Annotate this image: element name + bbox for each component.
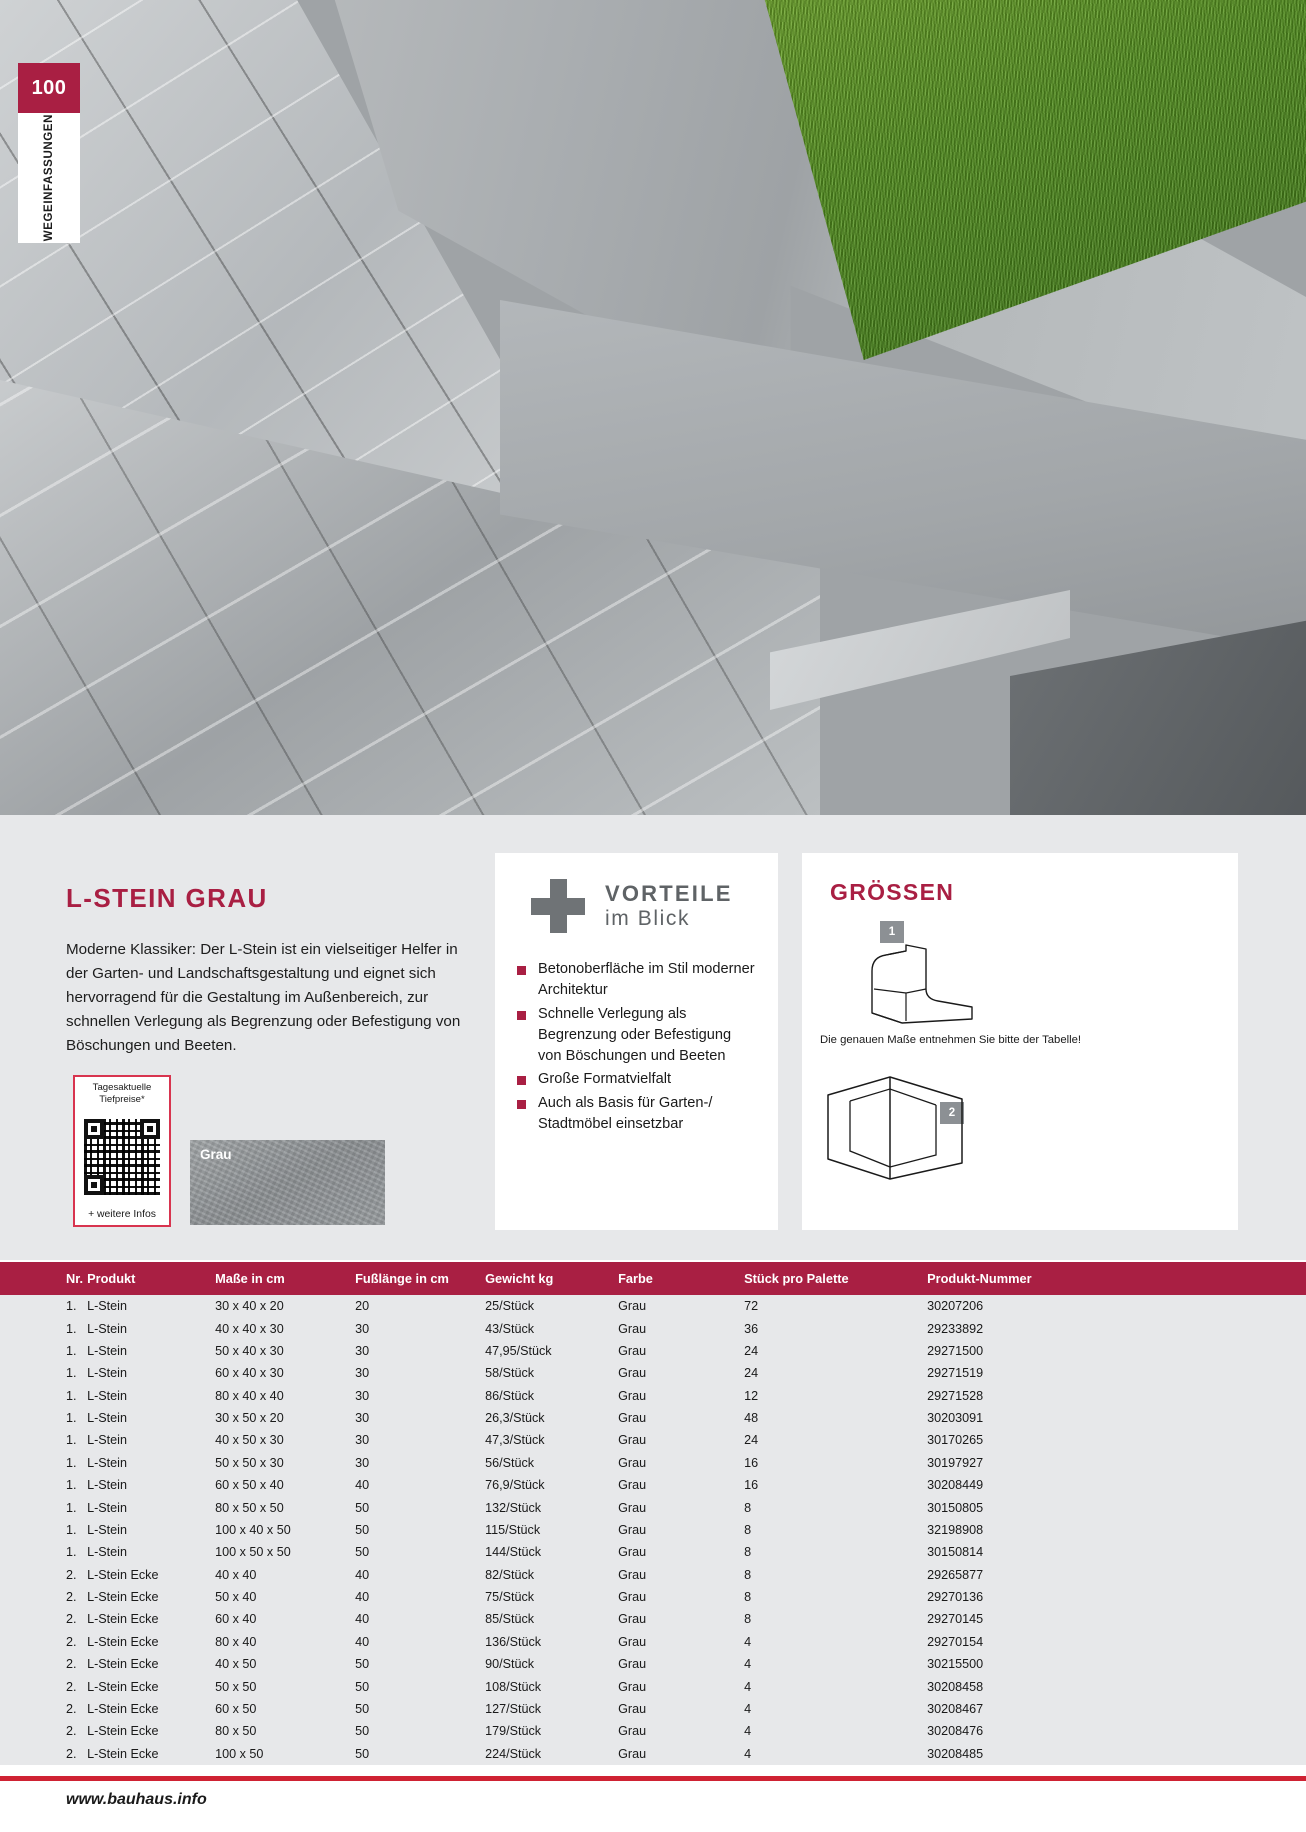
benefits-title-line1: VORTEILE bbox=[605, 880, 733, 906]
size-badge-2: 2 bbox=[940, 1102, 964, 1124]
page-number: 100 bbox=[31, 76, 67, 99]
list-item: Große Formatvielfalt bbox=[517, 1069, 756, 1090]
sizes-panel bbox=[802, 853, 1238, 1230]
cell-nummer: 30197927 bbox=[927, 1452, 1306, 1474]
table-row bbox=[0, 1653, 1306, 1675]
col-header-produkt-nummer: Produkt-Nummer bbox=[927, 1262, 1306, 1295]
benefits-title-block bbox=[605, 882, 733, 930]
cell-gewicht: 108/Stück bbox=[485, 1675, 618, 1697]
cell-fusslaenge: 40 bbox=[355, 1474, 485, 1496]
cell-gewicht: 43/Stück bbox=[485, 1317, 618, 1339]
cell-nr: 2. bbox=[0, 1631, 87, 1653]
cell-stueck: 72 bbox=[744, 1295, 927, 1317]
cell-farbe: Grau bbox=[618, 1474, 744, 1496]
cell-stueck: 8 bbox=[744, 1496, 927, 1518]
cell-produkt: L-Stein bbox=[87, 1340, 215, 1362]
sizes-note: Die genauen Maße entnehmen Sie bitte der Tabelle! bbox=[820, 1034, 1082, 1046]
cell-nummer: 30170265 bbox=[927, 1429, 1306, 1451]
cell-masse: 50 x 40 x 30 bbox=[215, 1340, 355, 1362]
table-row bbox=[0, 1743, 1306, 1765]
cell-nummer: 29270154 bbox=[927, 1631, 1306, 1653]
dark-paving-strip bbox=[1010, 620, 1306, 815]
cell-farbe: Grau bbox=[618, 1653, 744, 1675]
col-header-gewicht: Gewicht kg bbox=[485, 1262, 618, 1295]
cell-masse: 80 x 40 bbox=[215, 1631, 355, 1653]
cell-fusslaenge: 40 bbox=[355, 1564, 485, 1586]
cell-masse: 100 x 50 bbox=[215, 1743, 355, 1765]
table-row bbox=[0, 1608, 1306, 1630]
cell-fusslaenge: 30 bbox=[355, 1429, 485, 1451]
cell-nr: 1. bbox=[0, 1429, 87, 1451]
cell-gewicht: 86/Stück bbox=[485, 1385, 618, 1407]
cell-nummer: 30150805 bbox=[927, 1496, 1306, 1518]
table-row bbox=[0, 1474, 1306, 1496]
table-row bbox=[0, 1452, 1306, 1474]
cell-fusslaenge: 50 bbox=[355, 1675, 485, 1697]
cell-farbe: Grau bbox=[618, 1608, 744, 1630]
cell-fusslaenge: 50 bbox=[355, 1743, 485, 1765]
cell-masse: 50 x 40 bbox=[215, 1586, 355, 1608]
cell-gewicht: 47,95/Stück bbox=[485, 1340, 618, 1362]
cell-fusslaenge: 30 bbox=[355, 1385, 485, 1407]
table-body bbox=[0, 1295, 1306, 1765]
cell-farbe: Grau bbox=[618, 1452, 744, 1474]
color-swatch-label: Grau bbox=[200, 1147, 232, 1162]
cell-stueck: 4 bbox=[744, 1653, 927, 1675]
cell-gewicht: 136/Stück bbox=[485, 1631, 618, 1653]
cell-nr: 1. bbox=[0, 1452, 87, 1474]
cell-nummer: 30208467 bbox=[927, 1698, 1306, 1720]
cell-fusslaenge: 30 bbox=[355, 1362, 485, 1384]
cell-farbe: Grau bbox=[618, 1340, 744, 1362]
cell-masse: 30 x 50 x 20 bbox=[215, 1407, 355, 1429]
cell-farbe: Grau bbox=[618, 1698, 744, 1720]
cell-produkt: L-Stein bbox=[87, 1429, 215, 1451]
cell-nummer: 29270145 bbox=[927, 1608, 1306, 1630]
cell-produkt: L-Stein bbox=[87, 1407, 215, 1429]
table-row bbox=[0, 1541, 1306, 1563]
cell-fusslaenge: 50 bbox=[355, 1496, 485, 1518]
table-row bbox=[0, 1295, 1306, 1317]
cell-gewicht: 127/Stück bbox=[485, 1698, 618, 1720]
list-item: Betonoberfläche im Stil moderner Architektur bbox=[517, 959, 756, 1002]
cell-fusslaenge: 50 bbox=[355, 1519, 485, 1541]
cell-masse: 60 x 40 x 30 bbox=[215, 1362, 355, 1384]
table-row bbox=[0, 1675, 1306, 1697]
cell-masse: 80 x 50 bbox=[215, 1720, 355, 1742]
cell-nummer: 29271500 bbox=[927, 1340, 1306, 1362]
cell-nr: 2. bbox=[0, 1564, 87, 1586]
cell-produkt: L-Stein Ecke bbox=[87, 1564, 215, 1586]
cell-nr: 1. bbox=[0, 1541, 87, 1563]
qr-code-icon[interactable] bbox=[84, 1119, 160, 1195]
cell-fusslaenge: 20 bbox=[355, 1295, 485, 1317]
section-tab bbox=[18, 113, 80, 243]
cell-produkt: L-Stein Ecke bbox=[87, 1586, 215, 1608]
cell-produkt: L-Stein Ecke bbox=[87, 1608, 215, 1630]
col-header-fusslaenge: Fußlänge in cm bbox=[355, 1262, 485, 1295]
cell-nummer: 30208449 bbox=[927, 1474, 1306, 1496]
cell-fusslaenge: 30 bbox=[355, 1317, 485, 1339]
cell-produkt: L-Stein bbox=[87, 1295, 215, 1317]
cell-stueck: 4 bbox=[744, 1675, 927, 1697]
size-badge-1: 1 bbox=[880, 921, 904, 943]
cell-nummer: 30215500 bbox=[927, 1653, 1306, 1675]
cell-farbe: Grau bbox=[618, 1564, 744, 1586]
cell-nr: 1. bbox=[0, 1317, 87, 1339]
cell-fusslaenge: 30 bbox=[355, 1452, 485, 1474]
cell-fusslaenge: 50 bbox=[355, 1720, 485, 1742]
cell-masse: 40 x 40 x 30 bbox=[215, 1317, 355, 1339]
cell-gewicht: 76,9/Stück bbox=[485, 1474, 618, 1496]
cell-stueck: 4 bbox=[744, 1720, 927, 1742]
sizes-title: GRÖSSEN bbox=[830, 879, 955, 905]
table-row bbox=[0, 1340, 1306, 1362]
cell-fusslaenge: 50 bbox=[355, 1653, 485, 1675]
table-header-row bbox=[0, 1262, 1306, 1295]
cell-farbe: Grau bbox=[618, 1519, 744, 1541]
cell-stueck: 8 bbox=[744, 1608, 927, 1630]
specification-table bbox=[0, 1262, 1306, 1765]
plus-icon bbox=[531, 879, 585, 933]
cell-farbe: Grau bbox=[618, 1631, 744, 1653]
qr-finder-bottom-left bbox=[84, 1175, 104, 1195]
cell-stueck: 36 bbox=[744, 1317, 927, 1339]
cell-masse: 100 x 40 x 50 bbox=[215, 1519, 355, 1541]
cell-nummer: 29271519 bbox=[927, 1362, 1306, 1384]
col-header-nr: Nr. bbox=[0, 1262, 87, 1295]
cell-gewicht: 132/Stück bbox=[485, 1496, 618, 1518]
qr-footer-label: + weitere Infos bbox=[88, 1209, 156, 1220]
cell-gewicht: 90/Stück bbox=[485, 1653, 618, 1675]
table-row bbox=[0, 1720, 1306, 1742]
cell-nr: 2. bbox=[0, 1653, 87, 1675]
cell-nummer: 32198908 bbox=[927, 1519, 1306, 1541]
cell-masse: 80 x 40 x 40 bbox=[215, 1385, 355, 1407]
cell-masse: 30 x 40 x 20 bbox=[215, 1295, 355, 1317]
qr-caption-line2: Tiefpreise* bbox=[99, 1093, 145, 1105]
benefits-panel bbox=[495, 853, 778, 1230]
cell-nummer: 30207206 bbox=[927, 1295, 1306, 1317]
cell-masse: 60 x 50 bbox=[215, 1698, 355, 1720]
cell-stueck: 16 bbox=[744, 1474, 927, 1496]
cell-masse: 50 x 50 bbox=[215, 1675, 355, 1697]
cell-produkt: L-Stein Ecke bbox=[87, 1653, 215, 1675]
qr-finder-top-right bbox=[140, 1119, 160, 1139]
cell-masse: 80 x 50 x 50 bbox=[215, 1496, 355, 1518]
product-info-column bbox=[66, 883, 466, 1058]
cell-produkt: L-Stein Ecke bbox=[87, 1720, 215, 1742]
qr-caption-line1: Tagesaktuelle bbox=[92, 1082, 152, 1093]
cell-nr: 2. bbox=[0, 1720, 87, 1742]
col-header-produkt: Produkt bbox=[87, 1262, 215, 1295]
cell-stueck: 8 bbox=[744, 1541, 927, 1563]
benefits-title-line2: im Blick bbox=[605, 906, 691, 930]
cell-farbe: Grau bbox=[618, 1720, 744, 1742]
cell-gewicht: 25/Stück bbox=[485, 1295, 618, 1317]
cell-fusslaenge: 40 bbox=[355, 1631, 485, 1653]
cell-stueck: 8 bbox=[744, 1564, 927, 1586]
cell-gewicht: 26,3/Stück bbox=[485, 1407, 618, 1429]
cell-nummer: 30208476 bbox=[927, 1720, 1306, 1742]
cell-farbe: Grau bbox=[618, 1586, 744, 1608]
table-row bbox=[0, 1429, 1306, 1451]
cell-fusslaenge: 40 bbox=[355, 1586, 485, 1608]
page-title: L-STEIN GRAU bbox=[66, 883, 268, 913]
cell-produkt: L-Stein bbox=[87, 1474, 215, 1496]
cell-nummer: 30208458 bbox=[927, 1675, 1306, 1697]
cell-nr: 1. bbox=[0, 1295, 87, 1317]
cell-stueck: 48 bbox=[744, 1407, 927, 1429]
cell-nummer: 30150814 bbox=[927, 1541, 1306, 1563]
benefits-list bbox=[517, 959, 756, 1135]
cell-fusslaenge: 40 bbox=[355, 1608, 485, 1630]
cell-produkt: L-Stein Ecke bbox=[87, 1675, 215, 1697]
cell-nr: 2. bbox=[0, 1675, 87, 1697]
table-row bbox=[0, 1519, 1306, 1541]
cell-produkt: L-Stein bbox=[87, 1362, 215, 1384]
cell-gewicht: 75/Stück bbox=[485, 1586, 618, 1608]
cell-nr: 2. bbox=[0, 1586, 87, 1608]
cell-gewicht: 58/Stück bbox=[485, 1362, 618, 1384]
cell-nr: 1. bbox=[0, 1385, 87, 1407]
cell-stueck: 24 bbox=[744, 1429, 927, 1451]
cell-nummer: 30208485 bbox=[927, 1743, 1306, 1765]
cell-produkt: L-Stein bbox=[87, 1541, 215, 1563]
footer-url: www.bauhaus.info bbox=[66, 1791, 207, 1808]
cell-farbe: Grau bbox=[618, 1675, 744, 1697]
l-stone-diagram-icon bbox=[862, 941, 982, 1026]
table-row bbox=[0, 1564, 1306, 1586]
benefits-header bbox=[517, 879, 756, 933]
cell-produkt: L-Stein bbox=[87, 1317, 215, 1339]
cell-nr: 1. bbox=[0, 1519, 87, 1541]
cell-nummer: 29233892 bbox=[927, 1317, 1306, 1339]
table-row bbox=[0, 1698, 1306, 1720]
cell-produkt: L-Stein bbox=[87, 1519, 215, 1541]
cell-stueck: 8 bbox=[744, 1586, 927, 1608]
hero-product-photo bbox=[0, 0, 1306, 815]
cell-fusslaenge: 30 bbox=[355, 1340, 485, 1362]
cell-masse: 40 x 40 bbox=[215, 1564, 355, 1586]
cell-nr: 1. bbox=[0, 1474, 87, 1496]
table-row bbox=[0, 1385, 1306, 1407]
cell-farbe: Grau bbox=[618, 1385, 744, 1407]
cell-stueck: 16 bbox=[744, 1452, 927, 1474]
cell-stueck: 12 bbox=[744, 1385, 927, 1407]
cell-nr: 2. bbox=[0, 1743, 87, 1765]
cell-stueck: 4 bbox=[744, 1698, 927, 1720]
cell-farbe: Grau bbox=[618, 1362, 744, 1384]
cell-produkt: L-Stein Ecke bbox=[87, 1698, 215, 1720]
table-row bbox=[0, 1317, 1306, 1339]
page-number-badge bbox=[18, 63, 80, 113]
cell-gewicht: 115/Stück bbox=[485, 1519, 618, 1541]
table-row bbox=[0, 1631, 1306, 1653]
cell-gewicht: 179/Stück bbox=[485, 1720, 618, 1742]
table-row bbox=[0, 1362, 1306, 1384]
cell-gewicht: 47,3/Stück bbox=[485, 1429, 618, 1451]
cell-masse: 40 x 50 bbox=[215, 1653, 355, 1675]
l-stone-corner-diagram-icon bbox=[820, 1071, 970, 1183]
cell-farbe: Grau bbox=[618, 1496, 744, 1518]
cell-nr: 1. bbox=[0, 1340, 87, 1362]
cell-masse: 100 x 50 x 50 bbox=[215, 1541, 355, 1563]
cell-gewicht: 82/Stück bbox=[485, 1564, 618, 1586]
cell-produkt: L-Stein bbox=[87, 1385, 215, 1407]
cell-farbe: Grau bbox=[618, 1541, 744, 1563]
cell-farbe: Grau bbox=[618, 1429, 744, 1451]
cell-fusslaenge: 50 bbox=[355, 1541, 485, 1563]
cell-gewicht: 224/Stück bbox=[485, 1743, 618, 1765]
col-header-stueck-pro-palette: Stück pro Palette bbox=[744, 1262, 927, 1295]
cell-farbe: Grau bbox=[618, 1317, 744, 1339]
cell-gewicht: 85/Stück bbox=[485, 1608, 618, 1630]
cell-nr: 2. bbox=[0, 1608, 87, 1630]
cell-stueck: 24 bbox=[744, 1340, 927, 1362]
qr-code-box[interactable] bbox=[73, 1075, 171, 1227]
table-row bbox=[0, 1586, 1306, 1608]
cell-produkt: L-Stein Ecke bbox=[87, 1743, 215, 1765]
cell-farbe: Grau bbox=[618, 1295, 744, 1317]
cell-nummer: 29265877 bbox=[927, 1564, 1306, 1586]
table-row bbox=[0, 1407, 1306, 1429]
cell-nr: 1. bbox=[0, 1496, 87, 1518]
cell-stueck: 4 bbox=[744, 1631, 927, 1653]
cell-nummer: 30203091 bbox=[927, 1407, 1306, 1429]
col-header-masse: Maße in cm bbox=[215, 1262, 355, 1295]
cell-masse: 50 x 50 x 30 bbox=[215, 1452, 355, 1474]
cell-gewicht: 144/Stück bbox=[485, 1541, 618, 1563]
cell-farbe: Grau bbox=[618, 1743, 744, 1765]
cell-fusslaenge: 30 bbox=[355, 1407, 485, 1429]
cell-masse: 60 x 50 x 40 bbox=[215, 1474, 355, 1496]
cell-fusslaenge: 50 bbox=[355, 1698, 485, 1720]
list-item: Schnelle Verlegung als Begrenzung oder Befestigung von Böschungen und Beeten bbox=[517, 1004, 756, 1068]
cell-masse: 60 x 40 bbox=[215, 1608, 355, 1630]
cell-nummer: 29270136 bbox=[927, 1586, 1306, 1608]
list-item: Auch als Basis für Garten-/ Stadtmöbel einsetzbar bbox=[517, 1093, 756, 1136]
cell-farbe: Grau bbox=[618, 1407, 744, 1429]
col-header-farbe: Farbe bbox=[618, 1262, 744, 1295]
footer-divider bbox=[0, 1776, 1306, 1781]
cell-stueck: 4 bbox=[744, 1743, 927, 1765]
cell-stueck: 8 bbox=[744, 1519, 927, 1541]
color-swatch-grau bbox=[190, 1140, 385, 1225]
cell-nr: 2. bbox=[0, 1698, 87, 1720]
table-row bbox=[0, 1496, 1306, 1518]
cell-produkt: L-Stein bbox=[87, 1452, 215, 1474]
product-description: Moderne Klassiker: Der L-Stein ist ein vielseitiger Helfer in der Garten- und Landschaftsgestaltung und eignet sich hervorragend für die Gestaltung im Außenbereich, zur schnellen Verlegung als Begrenzung oder Befestigung von Böschungen und Beeten. bbox=[66, 941, 461, 1055]
cell-gewicht: 56/Stück bbox=[485, 1452, 618, 1474]
cell-produkt: L-Stein Ecke bbox=[87, 1631, 215, 1653]
cell-nr: 1. bbox=[0, 1362, 87, 1384]
section-tab-label: WEGEINFASSUNGEN bbox=[43, 114, 55, 242]
qr-caption bbox=[93, 1082, 152, 1105]
cell-nr: 1. bbox=[0, 1407, 87, 1429]
cell-produkt: L-Stein bbox=[87, 1496, 215, 1518]
cell-masse: 40 x 50 x 30 bbox=[215, 1429, 355, 1451]
qr-finder-top-left bbox=[84, 1119, 104, 1139]
cell-stueck: 24 bbox=[744, 1362, 927, 1384]
cell-nummer: 29271528 bbox=[927, 1385, 1306, 1407]
